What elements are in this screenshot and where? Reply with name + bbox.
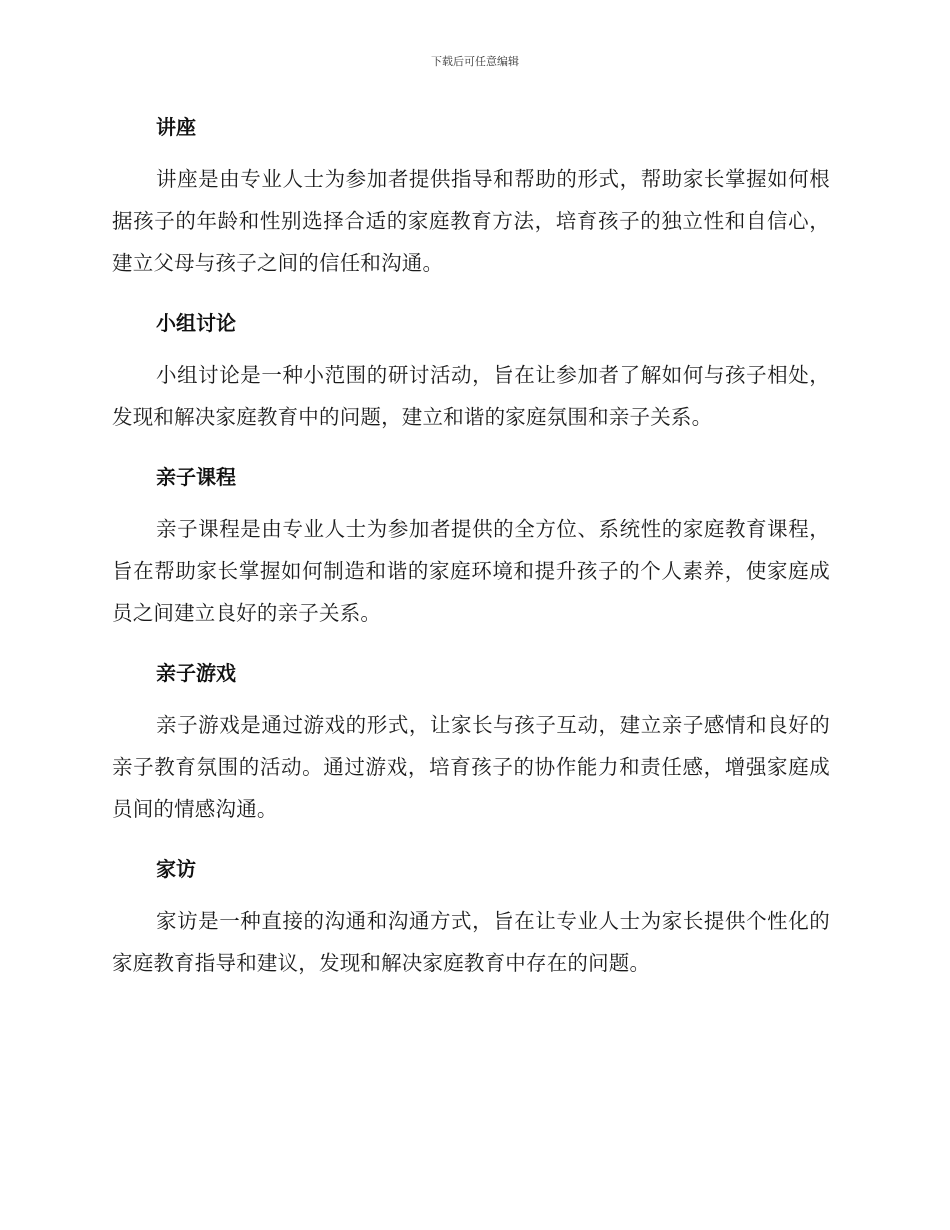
- section-body-home-visit: 家访是一种直接的沟通和沟通方式，旨在让专业人士为家长提供个性化的家庭教育指导和建议，发现和解决家庭教育中存在的问题。: [112, 909, 830, 975]
- section-heading-group-discussion: 小组讨论: [156, 311, 236, 335]
- section-heading-parent-child-course: 亲子课程: [156, 465, 236, 489]
- header-note: 下载后可任意编辑: [431, 55, 519, 68]
- document-content: [112, 110, 830, 1006]
- section-body-parent-child-game: 亲子游戏是通过游戏的形式，让家长与孩子互动，建立亲子感情和良好的亲子教育氛围的活动。通过游戏，培育孩子的协作能力和责任感，增强家庭成员间的情感沟通。: [112, 713, 830, 821]
- section-body-lecture: 讲座是由专业人士为参加者提供指导和帮助的形式，帮助家长掌握如何根据孩子的年龄和性别选择合适的家庭教育方法，培育孩子的独立性和自信心，建立父母与孩子之间的信任和沟通。: [112, 167, 830, 275]
- section-body-parent-child-course: 亲子课程是由专业人士为参加者提供的全方位、系统性的家庭教育课程，旨在帮助家长掌握如何制造和谐的家庭环境和提升孩子的个人素养，使家庭成员之间建立良好的亲子关系。: [112, 517, 830, 625]
- section-heading-home-visit: 家访: [156, 857, 196, 881]
- section-body-group-discussion: 小组讨论是一种小范围的研讨活动，旨在让参加者了解如何与孩子相处，发现和解决家庭教育中的问题，建立和谐的家庭氛围和亲子关系。: [112, 363, 830, 429]
- section-heading-lecture: 讲座: [156, 115, 196, 139]
- section-heading-parent-child-game: 亲子游戏: [156, 661, 236, 685]
